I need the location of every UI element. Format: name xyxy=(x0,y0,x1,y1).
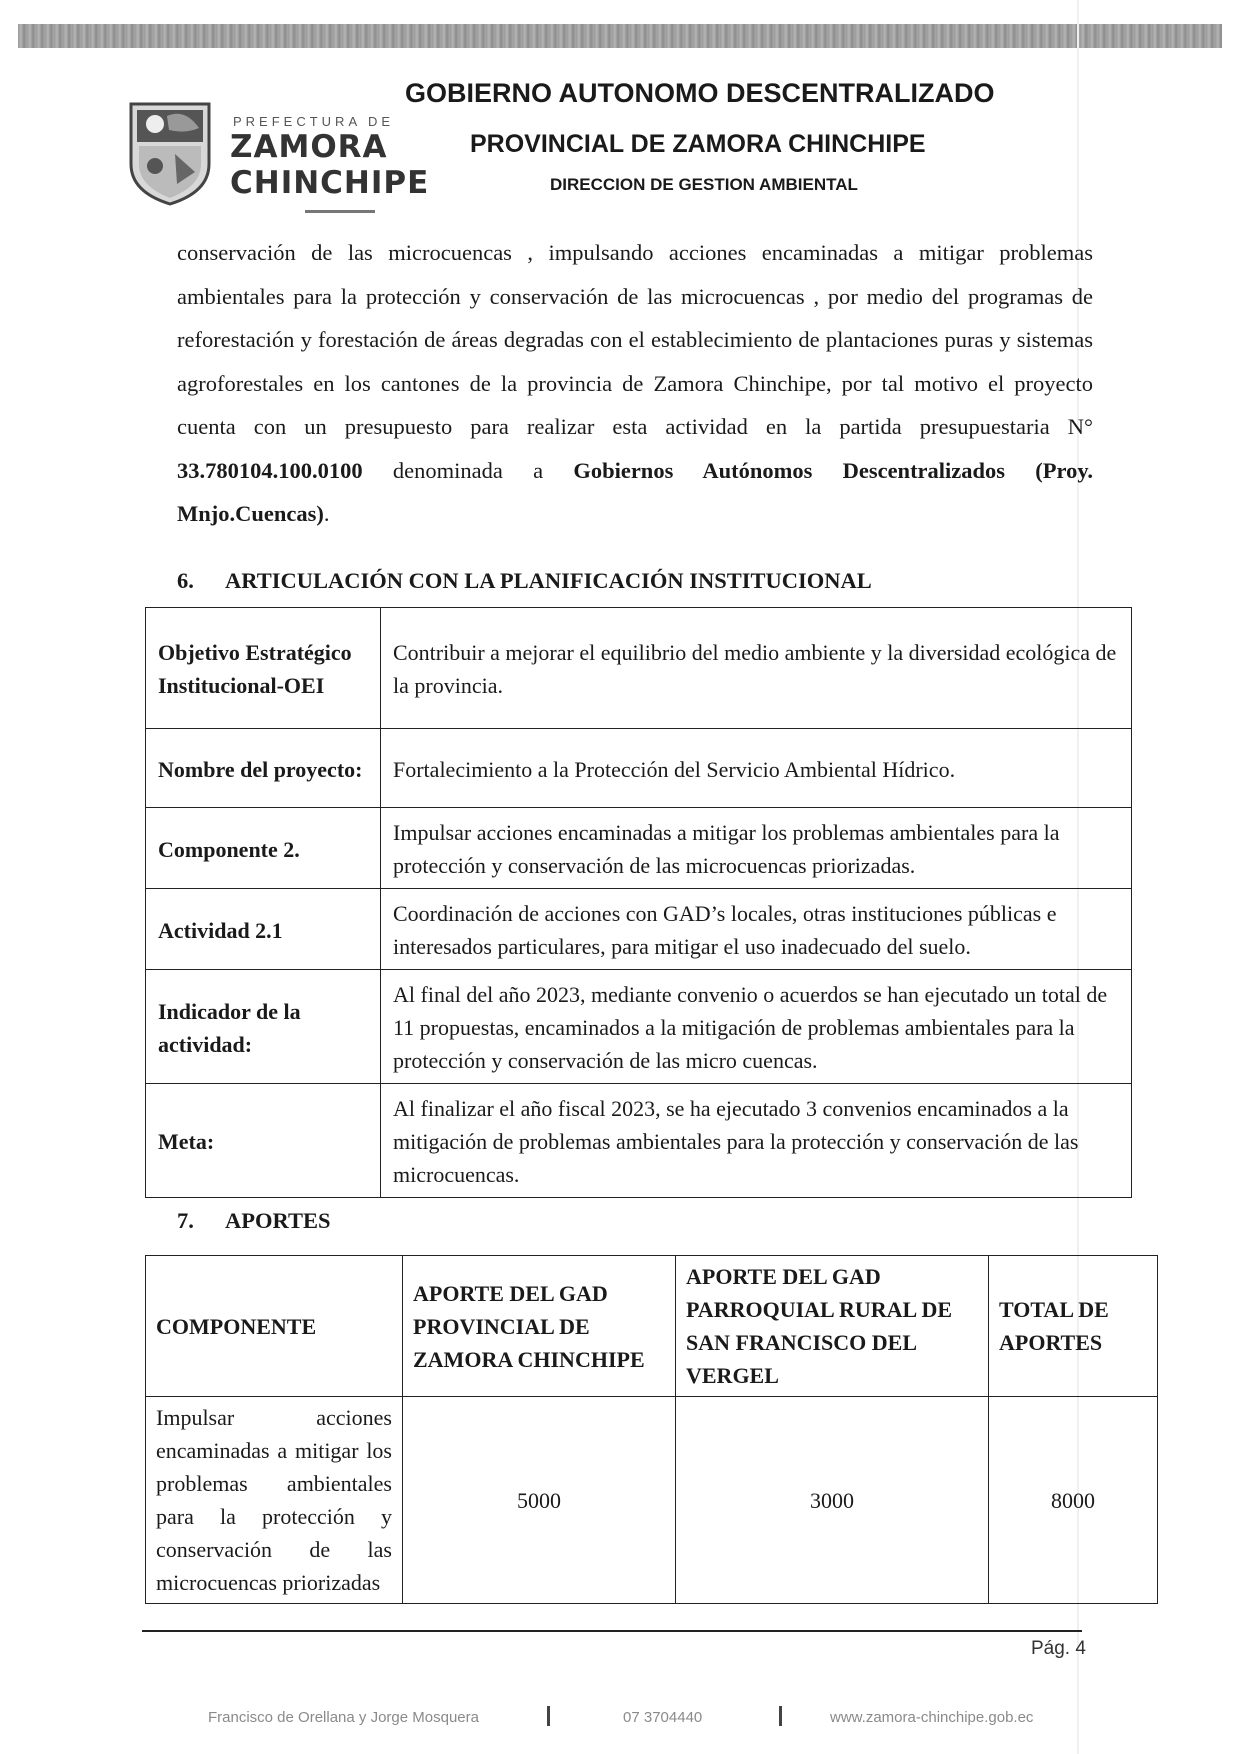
row-label: Actividad 2.1 xyxy=(146,889,381,970)
logo-underline xyxy=(305,210,375,213)
partida-number: 33.780104.100.0100 xyxy=(177,457,363,483)
footer-website: www.zamora-chinchipe.gob.ec xyxy=(830,1709,1034,1726)
intro-text-2: denominada a xyxy=(362,457,574,483)
row-value: Impulsar acciones encaminadas a mitigar los problemas ambientales para la protección y conservación de las microcuencas priorizadas. xyxy=(381,808,1132,889)
row-value: Al finalizar el año fiscal 2023, se ha ejecutado 3 convenios encaminados a la mitigación de problemas ambientales para la protección y conservación de las microcuencas. xyxy=(381,1084,1132,1198)
logo-chinchipe-text: CHINCHIPE xyxy=(230,165,430,201)
cell-total: 8000 xyxy=(989,1397,1158,1604)
prefectura-logo xyxy=(125,88,430,223)
logo-prefectura-text: PREFECTURA DE xyxy=(233,114,395,129)
intro-paragraph xyxy=(177,231,1093,536)
aportes-table xyxy=(145,1255,1158,1604)
row-value: Contribuir a mejorar el equilibrio del medio ambiente y la diversidad ecológica de la provincia. xyxy=(381,608,1132,729)
row-label: Componente 2. xyxy=(146,808,381,889)
table-row xyxy=(146,889,1132,970)
footer-divider xyxy=(142,1630,1082,1632)
intro-text-1: conservación de las microcuencas , impulsando acciones encaminadas a mitigar problemas ambientales para la protección y conservación de las microcuencas , por medio del programas de reforestación y forestación de áreas degradas con el establecimiento de plantaciones puras y sistemas agroforestales en los cantones de la provincia de Zamora Chinchipe, por tal motivo el proyecto cuenta con un presupuesto para realizar esta actividad en la partida presupuestaria N° xyxy=(177,240,1093,439)
header-subtitle: DIRECCION DE GESTION AMBIENTAL xyxy=(550,175,858,194)
header-aporte-provincial: APORTE DEL GAD PROVINCIAL DE ZAMORA CHINCHIPE xyxy=(403,1256,676,1397)
footer-separator xyxy=(547,1706,550,1726)
header-title-line1: GOBIERNO AUTONOMO DESCENTRALIZADO xyxy=(405,78,995,108)
table-row xyxy=(146,729,1132,808)
cell-aporte-parroquial: 3000 xyxy=(676,1397,989,1604)
table-row xyxy=(146,970,1132,1084)
section-7-number: 7. xyxy=(177,1208,194,1233)
table-row xyxy=(146,608,1132,729)
page-number: Pág. 4 xyxy=(1031,1638,1086,1659)
scan-top-bar xyxy=(18,24,1222,48)
planning-table xyxy=(145,607,1132,1198)
table-header-row xyxy=(146,1256,1158,1397)
table-row xyxy=(146,808,1132,889)
header-aporte-parroquial: APORTE DEL GAD PARROQUIAL RURAL DE SAN FRANCISCO DEL VERGEL xyxy=(676,1256,989,1397)
section-7-title: APORTES xyxy=(225,1208,331,1233)
shield-emblem-icon xyxy=(125,94,215,206)
row-value: Coordinación de acciones con GAD’s locales, otras instituciones públicas e interesados particulares, para mitigar el uso inadecuado del suelo. xyxy=(381,889,1132,970)
section-7-heading xyxy=(177,1208,330,1234)
table-row xyxy=(146,1397,1158,1604)
cell-componente: Impulsar acciones encaminadas a mitigar los problemas ambientales para la protección y conservación de las microcuencas priorizadas xyxy=(146,1397,403,1604)
section-6-title: ARTICULACIÓN CON LA PLANIFICACIÓN INSTITUCIONAL xyxy=(225,568,872,593)
row-label: Nombre del proyecto: xyxy=(146,729,381,808)
footer-address: Francisco de Orellana y Jorge Mosquera xyxy=(208,1709,479,1726)
intro-text-3: . xyxy=(323,501,330,526)
row-value: Al final del año 2023, mediante convenio o acuerdos se han ejecutado un total de 11 propuestas, encaminados a la mitigación de problemas ambientales para la protección y conservación de las micro cuencas. xyxy=(381,970,1132,1084)
header-componente: COMPONENTE xyxy=(146,1256,403,1397)
header-title-line2: PROVINCIAL DE ZAMORA CHINCHIPE xyxy=(470,130,926,158)
table-row xyxy=(146,1084,1132,1198)
partida-denominacion: Gobiernos Autónomos Descentralizados (Proy. Mnjo.Cuencas) xyxy=(177,457,1093,526)
footer-phone: 07 3704440 xyxy=(623,1709,703,1726)
section-6-number: 6. xyxy=(177,568,194,593)
header-total: TOTAL DE APORTES xyxy=(989,1256,1158,1397)
cell-aporte-provincial: 5000 xyxy=(403,1397,676,1604)
section-6-heading xyxy=(177,568,872,594)
row-value: Fortalecimiento a la Protección del Servicio Ambiental Hídrico. xyxy=(381,729,1132,808)
logo-zamora-text: ZAMORA xyxy=(230,129,388,165)
footer-separator xyxy=(779,1706,782,1726)
row-label: Meta: xyxy=(146,1084,381,1198)
row-label: Indicador de la actividad: xyxy=(146,970,381,1084)
row-label: Objetivo Estratégico Institucional-OEI xyxy=(146,608,381,729)
